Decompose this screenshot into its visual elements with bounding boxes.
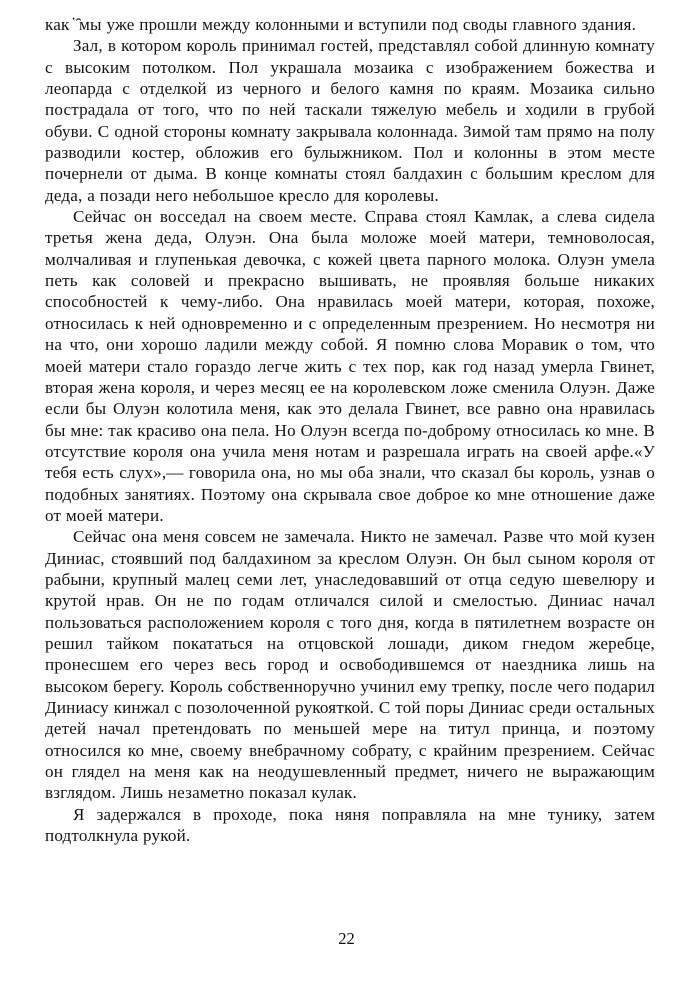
paragraph-hall-description: Зал, в котором король принимал гостей, представлял собой длинную комнату с высоким потолком. Пол украшала мозаика с изображением божества и леопарда с отделкой из черного и белого камня по краям. Мозаика сильно пострадала от того, что по ней таскали тяжелую мебель и ходили в грубой обуви. С одной стороны комнату закрывала колоннада. Зимой там прямо на полу разводили костер, обложив его булыжником. Пол и колонны в этом месте почернели от дыма. В конце комнаты стоял балдахин с большим креслом для деда, а позади него небольшое кресло для королевы. [45, 36, 655, 205]
paragraph-continuation: как ̔ ̑мы уже прошли между колонными и вступили под своды главного здания. [45, 15, 637, 34]
page-number: 22 [338, 929, 355, 948]
text-column [45, 14, 655, 846]
paragraph-oluen: Сейчас он восседал на своем месте. Справа стоял Камлак, а слева сидела третья жена деда, Олуэн. Она была моложе моей матери, темноволосая, молчаливая и глупенькая девочка, с кожей цвета парного молока. Олуэн умела петь как соловей и прекрасно вышивать, не проявляя больше никаких способностей к чему-либо. Она нравилась моей матери, которая, похоже, относилась к ней одновременно и с определенным презрением. Но несмотря ни на что, они хорошо ладили между собой. Я помню слова Моравик о том, что моей матери стало гораздо легче жить с тех пор, как год назад умерла Гвинет, вторая жена короля, и через месяц ее на королевском ложе сменила Олуэн. Даже если бы Олуэн колотила меня, как это делала Гвинет, все равно она нравилась бы мне: так красиво она пела. Но Олуэн всегда по-доброму относилась ко мне. В отсутствие короля она учила меня нотам и разрешала играть на своей арфе.«У тебя есть слух»,— говорила она, но мы оба знали, что сказал бы король, узнав о подобных занятиях. Поэтому она скрывала свое доброе ко мне отношение даже от моей матери. [45, 207, 655, 525]
paragraph-dinias: Сейчас она меня совсем не замечала. Никто не замечал. Разве что мой кузен Диниас, стоявший под балдахином за креслом Олуэн. Он был сыном короля от рабыни, крупный малец семи лет, унаследовавший от отца седую шевелюру и крутой нрав. Он не по годам отличался силой и смелостью. Диниас начал пользоваться расположением короля с того дня, когда в пятилетнем возрасте он решил тайком покататься на отцовской лошади, диком гнедом жеребце, пронесшем его через весь город и освободившемся от наездника лишь на высоком берегу. Король собственноручно учинил ему трепку, после чего подарил Диниасу кинжал с позолоченной рукояткой. С той поры Диниас среди остальных детей начал претендовать по меньшей мере на титул принца, и поэтому относился ко мне, своему внебрачному собрату, с крайним презрением. Сейчас он глядел на меня как на неодушевленный предмет, ничего не выражающим взглядом. Лишь незаметно показал кулак. [45, 527, 655, 803]
paragraph-passage: Я задержался в проходе, пока няня поправляла на мне тунику, затем подтолкнула рукой. [45, 804, 655, 846]
